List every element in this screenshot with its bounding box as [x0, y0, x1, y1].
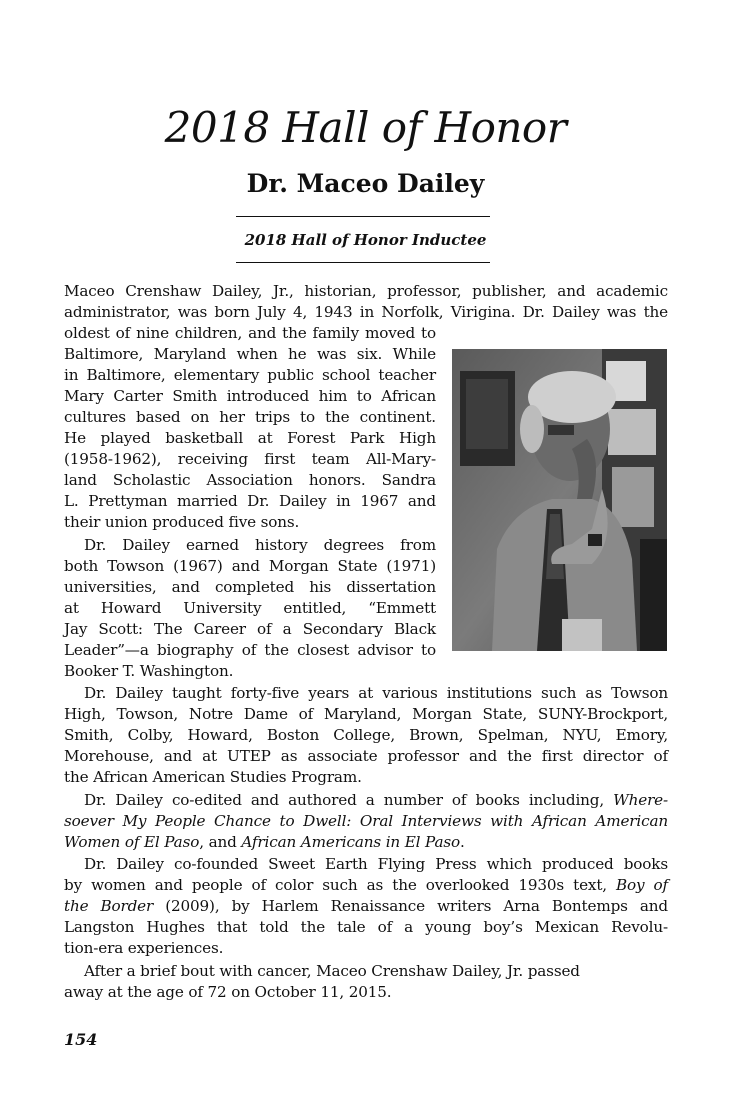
body-line [64, 896, 668, 917]
honoree-photo [452, 349, 667, 651]
body-line: tion-era experiences. [64, 939, 224, 957]
body-line: Dr. Dailey taught forty-five years at various institutions such as Towson [84, 684, 668, 702]
text-run: , and [199, 833, 242, 851]
body-line: their union produced five sons. [64, 513, 300, 531]
body-line: Jay Scott: The Career of a Secondary Black [64, 620, 436, 638]
body-line: He played basketball at Forest Park High [64, 429, 436, 447]
photo-illustration [452, 349, 667, 651]
inductee-caption: 2018 Hall of Honor Inductee [244, 231, 487, 249]
page-title: 2018 Hall of Honor [164, 103, 567, 152]
body-line [84, 790, 668, 811]
body-line: Langston Hughes that told the tale of a young boy’s Mexican Revolu- [64, 918, 668, 936]
text-run: (2009), by Harlem Renaissance writers Arna Bontemps and [153, 897, 668, 915]
book-title: Women of El Paso [64, 833, 200, 851]
body-line [64, 811, 668, 832]
body-line: Smith, Colby, Howard, Boston College, Brown, Spelman, NYU, Emory, [64, 726, 668, 744]
body-line: both Towson (1967) and Morgan State (1971) [64, 557, 436, 575]
body-line: land Scholastic Association honors. Sandra [64, 471, 436, 489]
body-line [64, 875, 668, 896]
body-line: oldest of nine children, and the family moved to [64, 324, 436, 342]
body-line: Baltimore, Maryland when he was six. While [64, 345, 436, 363]
body-line: Maceo Crenshaw Dailey, Jr., historian, professor, publisher, and academic [64, 282, 668, 300]
body-line: away at the age of 72 on October 11, 2015. [64, 983, 392, 1001]
body-line: High, Towson, Notre Dame of Maryland, Morgan State, SUNY-Brockport, [64, 705, 668, 723]
text-run: Dr. Dailey co-edited and authored a number of books including, [84, 791, 614, 809]
body-line: Leader”—a biography of the closest advisor to [64, 641, 436, 659]
book-title: soever My People Chance to Dwell: Oral Interviews with African American [64, 812, 668, 830]
body-line: Dr. Dailey co-founded Sweet Earth Flying Press which produced books [84, 855, 668, 873]
divider-top [236, 216, 490, 217]
book-title: Boy of [616, 876, 669, 894]
body-line: (1958-1962), receiving first team All-Mary- [64, 450, 436, 468]
book-title: the Border [64, 897, 154, 915]
body-line: at Howard University entitled, “Emmett [64, 599, 436, 617]
honoree-name: Dr. Maceo Dailey [246, 169, 485, 198]
book-title: Where- [613, 791, 668, 809]
text-run: by women and people of color such as the overlooked 1930s text, [64, 876, 617, 894]
body-line: Mary Carter Smith introduced him to African [64, 387, 436, 405]
body-line: in Baltimore, elementary public school teacher [64, 366, 436, 384]
body-line: universities, and completed his dissertation [64, 578, 436, 596]
body-line: L. Prettyman married Dr. Dailey in 1967 and [64, 492, 436, 510]
page-number: 154 [64, 1030, 98, 1049]
body-line: Dr. Dailey earned history degrees from [84, 536, 436, 554]
body-line [64, 832, 668, 853]
text-run: . [460, 833, 465, 851]
body-line: cultures based on her trips to the continent. [64, 408, 436, 426]
body-line: Booker T. Washington. [64, 662, 234, 680]
body-line: administrator, was born July 4, 1943 in Norfolk, Virigina. Dr. Dailey was the [64, 303, 668, 321]
book-title: African Americans in El Paso [241, 833, 460, 851]
body-line: the African American Studies Program. [64, 768, 362, 786]
body-line: After a brief bout with cancer, Maceo Crenshaw Dailey, Jr. passed [84, 962, 580, 980]
divider-bottom [236, 262, 490, 263]
body-line: Morehouse, and at UTEP as associate professor and the first director of [64, 747, 668, 765]
